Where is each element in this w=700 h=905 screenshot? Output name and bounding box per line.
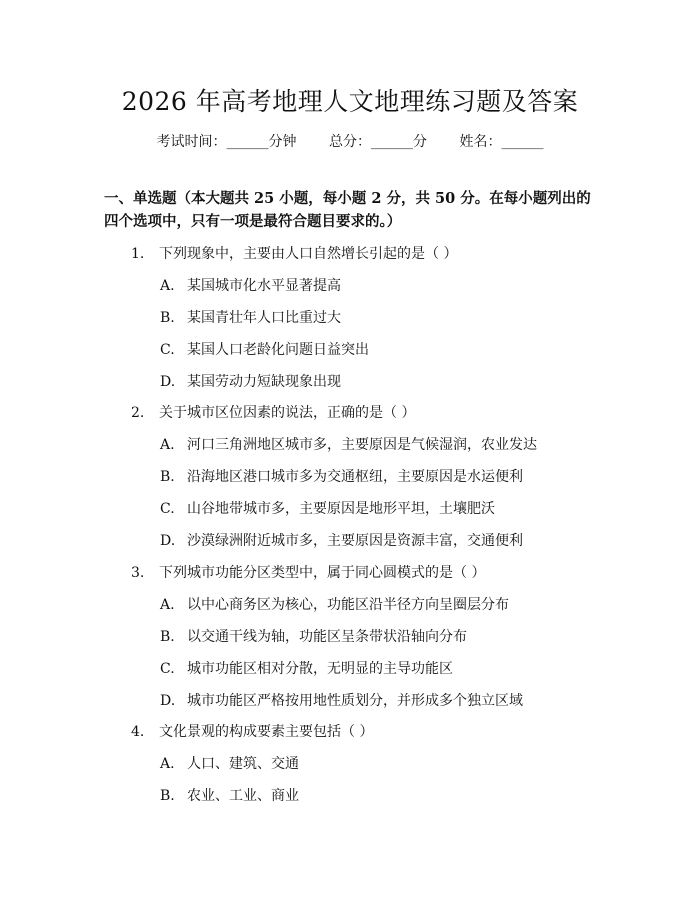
option-text: 农业、工业、商业	[187, 788, 299, 804]
question-number: 2.	[131, 405, 145, 421]
option-text: 人口、建筑、交通	[187, 756, 299, 772]
option-letter: D.	[160, 374, 176, 390]
answer-option	[160, 530, 523, 550]
option-text: 城市功能区严格按用地性质划分，并形成多个独立区域	[187, 693, 523, 709]
option-letter: D.	[160, 693, 176, 709]
answer-option	[160, 753, 299, 773]
student-name-field: 姓名：______	[459, 134, 544, 150]
answer-option	[160, 371, 341, 391]
option-text: 沿海地区港口城市多为交通枢纽，主要原因是水运便利	[187, 469, 523, 485]
option-letter: A.	[160, 597, 175, 613]
exam-meta	[0, 131, 700, 151]
question-text: 文化景观的构成要素主要包括（ ）	[159, 724, 374, 740]
option-letter: A.	[160, 437, 175, 453]
option-letter: A.	[160, 278, 175, 294]
option-letter: C.	[160, 501, 175, 517]
answer-option	[160, 626, 467, 646]
exam-time-field: 考试时间：______分钟	[156, 134, 297, 150]
question-number: 1.	[131, 246, 145, 262]
option-text: 某国城市化水平显著提高	[187, 278, 341, 294]
question-stem	[131, 402, 415, 422]
answer-option	[160, 466, 523, 486]
question-stem	[131, 562, 485, 582]
answer-option	[160, 498, 495, 518]
answer-option	[160, 275, 341, 295]
answer-option	[160, 785, 299, 805]
option-text: 山谷地带城市多，主要原因是地形平坦，土壤肥沃	[187, 501, 495, 517]
question-stem	[131, 243, 457, 263]
option-letter: B.	[160, 469, 175, 485]
option-text: 城市功能区相对分散，无明显的主导功能区	[187, 661, 453, 677]
question-stem	[131, 721, 373, 741]
option-letter: D.	[160, 533, 176, 549]
total-score-field: 总分：______分	[329, 134, 427, 150]
section-heading: 一、单选题（本大题共 25 小题，每小题 2 分，共 50 分。在每小题列出的四个选项中，只有一项是最符合题目要求的。）	[104, 190, 591, 230]
option-letter: B.	[160, 788, 175, 804]
option-letter: C.	[160, 342, 175, 358]
option-letter: A.	[160, 756, 175, 772]
option-letter: B.	[160, 629, 175, 645]
option-letter: B.	[160, 310, 175, 326]
option-text: 沙漠绿洲附近城市多，主要原因是资源丰富，交通便利	[187, 533, 523, 549]
answer-option	[160, 307, 341, 327]
option-text: 某国劳动力短缺现象出现	[187, 374, 341, 390]
question-text: 下列现象中，主要由人口自然增长引起的是（ ）	[159, 246, 458, 262]
exam-title: 2026 年高考地理人文地理练习题及答案	[121, 87, 579, 116]
option-text: 以交通干线为轴，功能区呈条带状沿轴向分布	[187, 629, 467, 645]
option-letter: C.	[160, 661, 175, 677]
answer-option	[160, 339, 369, 359]
option-text: 河口三角洲地区城市多，主要原因是气候湿润，农业发达	[187, 437, 537, 453]
option-text: 某国人口老龄化问题日益突出	[187, 342, 369, 358]
question-text: 关于城市区位因素的说法，正确的是（ ）	[159, 405, 416, 421]
answer-option	[160, 594, 509, 614]
question-text: 下列城市功能分区类型中，属于同心圆模式的是（ ）	[159, 565, 486, 581]
answer-option	[160, 690, 523, 710]
option-text: 某国青壮年人口比重过大	[187, 310, 341, 326]
answer-option	[160, 658, 453, 678]
question-number: 3.	[131, 565, 145, 581]
answer-option	[160, 434, 537, 454]
question-number: 4.	[131, 724, 145, 740]
option-text: 以中心商务区为核心，功能区沿半径方向呈圈层分布	[187, 597, 509, 613]
